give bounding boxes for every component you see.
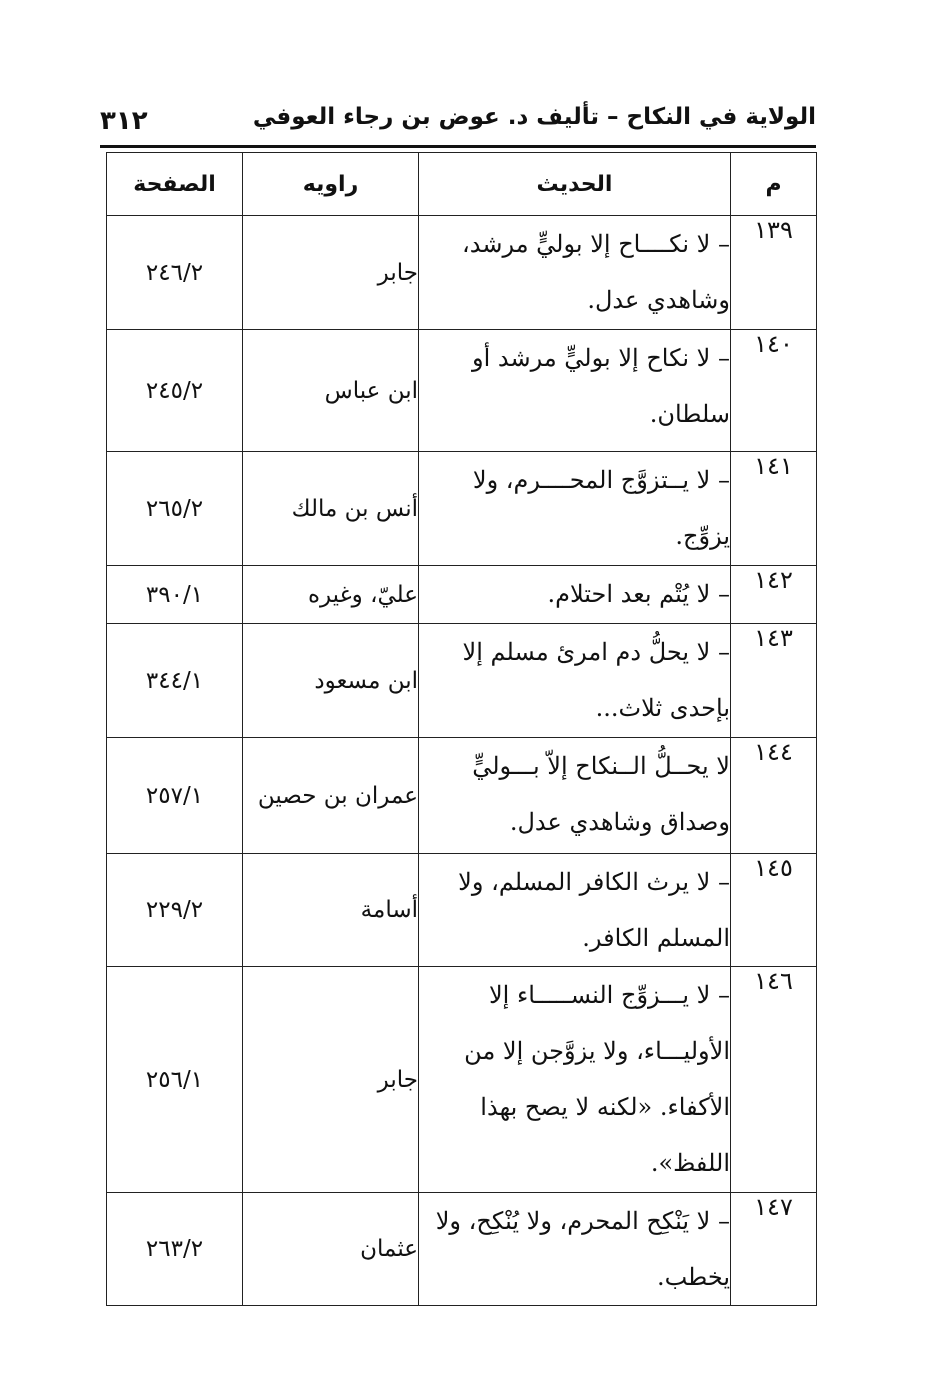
- page-ref: ٢٦٥/٢: [107, 452, 243, 566]
- column-header-page: الصفحة: [107, 153, 243, 216]
- hadith-text: لا يحــلُّ الــنكاح إلاّ بـــوليٍّ وصداق وشاهدي عدل.: [419, 738, 731, 854]
- header-rule: [100, 145, 816, 148]
- page-number: ٣١٢: [100, 106, 148, 136]
- hadith-index-table: [106, 152, 817, 1306]
- column-header-num: م: [731, 153, 817, 216]
- page-ref: ٣٤٤/١: [107, 624, 243, 738]
- book-title: الولاية في النكاح – تأليف د. عوض بن رجاء العوفي: [252, 104, 816, 130]
- row-number: ١٤٢: [731, 566, 817, 624]
- row-number: ١٤٦: [731, 967, 817, 1193]
- table-row: [107, 330, 817, 452]
- row-number: ١٤٣: [731, 624, 817, 738]
- hadith-text: – لا يـــزوِّج النســـــاء إلا الأوليـــاء، ولا يزوَّجن إلا من الأكفاء. «لكنه لا يصح بهذا اللفظ».: [419, 967, 731, 1193]
- row-number: ١٤١: [731, 452, 817, 566]
- row-number: ١٣٩: [731, 216, 817, 330]
- hadith-text: – لا نكاح إلا بوليٍّ مرشد أو سلطان.: [419, 330, 731, 452]
- table-row: [107, 624, 817, 738]
- hadith-text: – لا نكــــاح إلا بوليٍّ مرشد، وشاهدي عدل.: [419, 216, 731, 330]
- page-ref: ٢٥٦/١: [107, 967, 243, 1193]
- narrator: عثمان: [243, 1193, 419, 1306]
- narrator: ابن عباس: [243, 330, 419, 452]
- table-row: [107, 1193, 817, 1306]
- narrator: جابر: [243, 967, 419, 1193]
- table-row: [107, 967, 817, 1193]
- page-ref: ٢٤٦/٢: [107, 216, 243, 330]
- narrator: أسامة: [243, 854, 419, 967]
- narrator: عليّ، وغيره: [243, 566, 419, 624]
- page-ref: ٢٢٩/٢: [107, 854, 243, 967]
- hadith-text: – لا يُتْم بعد احتلام.: [419, 566, 731, 624]
- row-number: ١٤٥: [731, 854, 817, 967]
- narrator: عمران بن حصين: [243, 738, 419, 854]
- page-header: [100, 100, 816, 144]
- narrator: ابن مسعود: [243, 624, 419, 738]
- page-ref: ٢٤٥/٢: [107, 330, 243, 452]
- row-number: ١٤٤: [731, 738, 817, 854]
- column-header-narrator: راويه: [243, 153, 419, 216]
- hadith-text: – لا يحلُّ دم امرئ مسلم إلا بإحدى ثلاث...: [419, 624, 731, 738]
- page-ref: ٣٩٠/١: [107, 566, 243, 624]
- hadith-text: – لا يــتزوَّج المحــــرم، ولا يزوِّج.: [419, 452, 731, 566]
- column-header-hadith: الحديث: [419, 153, 731, 216]
- table-row: [107, 216, 817, 330]
- narrator: أنس بن مالك: [243, 452, 419, 566]
- page-ref: ٢٥٧/١: [107, 738, 243, 854]
- hadith-text: – لا يَنْكِح المحرم، ولا يُنْكِح، ولا يخطب.: [419, 1193, 731, 1306]
- hadith-text: – لا يرث الكافر المسلم، ولا المسلم الكافر.: [419, 854, 731, 967]
- page-ref: ٢٦٣/٢: [107, 1193, 243, 1306]
- table-row: [107, 566, 817, 624]
- table-row: [107, 452, 817, 566]
- table-row: [107, 854, 817, 967]
- table-header-row: [107, 153, 817, 216]
- row-number: ١٤٠: [731, 330, 817, 452]
- narrator: جابر: [243, 216, 419, 330]
- row-number: ١٤٧: [731, 1193, 817, 1306]
- table-row: [107, 738, 817, 854]
